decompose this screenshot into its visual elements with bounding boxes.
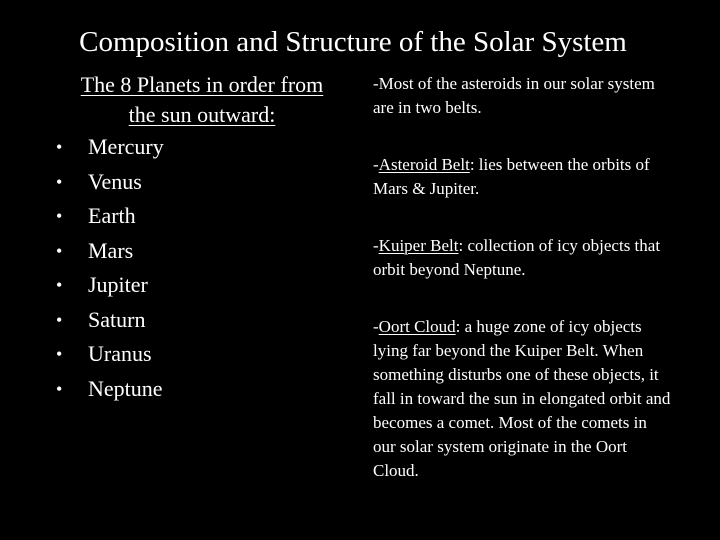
notes-section bbox=[373, 72, 673, 483]
planet-name: Earth bbox=[88, 203, 136, 228]
planet-item-uranus bbox=[50, 337, 350, 372]
slide-title: Composition and Structure of the Solar System bbox=[79, 26, 627, 58]
planet-name: Mars bbox=[88, 237, 134, 263]
kuiper-belt-note bbox=[373, 234, 673, 282]
planet-item-mercury bbox=[50, 130, 350, 165]
planet-item-venus bbox=[50, 165, 350, 200]
bullet-icon: • bbox=[56, 137, 63, 157]
planet-item-earth bbox=[50, 199, 350, 234]
bullet-icon: • bbox=[56, 171, 63, 192]
kuiper-belt-description: : collection of icy objects that orbit beyond Neptune. bbox=[373, 236, 661, 279]
planet-list-section bbox=[50, 70, 350, 406]
bullet-icon: • bbox=[56, 206, 63, 226]
oort-cloud-description: : a huge zone of icy objects lying far beyond the Kuiper Belt. When something disturbs one of these objects, it fall in toward the sun in elongated orbit and becomes a comet. Most of the comets in our solar system originate in the Oort Cloud. bbox=[373, 317, 671, 480]
planet-name: Jupiter bbox=[88, 272, 148, 297]
bullet-icon: • bbox=[56, 275, 63, 295]
asteroid-belt-term: Asteroid Belt bbox=[378, 155, 470, 174]
dash-prefix: - bbox=[373, 155, 379, 174]
kuiper-belt-term: Kuiper Belt bbox=[378, 236, 459, 255]
asteroid-belt-description: : lies between the orbits of Mars & Jupiter. bbox=[373, 155, 650, 198]
dash-prefix: - bbox=[373, 236, 379, 255]
planet-name: Uranus bbox=[88, 341, 152, 366]
planet-list-heading: The 8 Planets in order from the sun outward: bbox=[80, 72, 324, 127]
asteroid-belt-note bbox=[373, 153, 673, 201]
bullet-icon: • bbox=[56, 240, 63, 261]
planet-name: Saturn bbox=[88, 306, 146, 332]
planet-item-jupiter bbox=[50, 268, 350, 303]
planet-name: Mercury bbox=[88, 134, 164, 159]
oort-cloud-note bbox=[373, 315, 673, 483]
dash-prefix: - bbox=[373, 317, 379, 336]
bullet-icon: • bbox=[56, 344, 63, 364]
planet-item-saturn bbox=[50, 303, 350, 338]
planet-name: Neptune bbox=[88, 375, 163, 401]
asteroid-belts-intro: -Most of the asteroids in our solar system are in two belts. bbox=[373, 74, 655, 117]
planet-name: Venus bbox=[88, 168, 142, 194]
bullet-icon: • bbox=[56, 378, 63, 399]
bullet-icon: • bbox=[56, 309, 63, 330]
oort-cloud-term: Oort Cloud bbox=[378, 317, 456, 336]
planet-item-neptune bbox=[50, 372, 350, 407]
planet-list bbox=[50, 130, 350, 406]
planet-item-mars bbox=[50, 234, 350, 269]
